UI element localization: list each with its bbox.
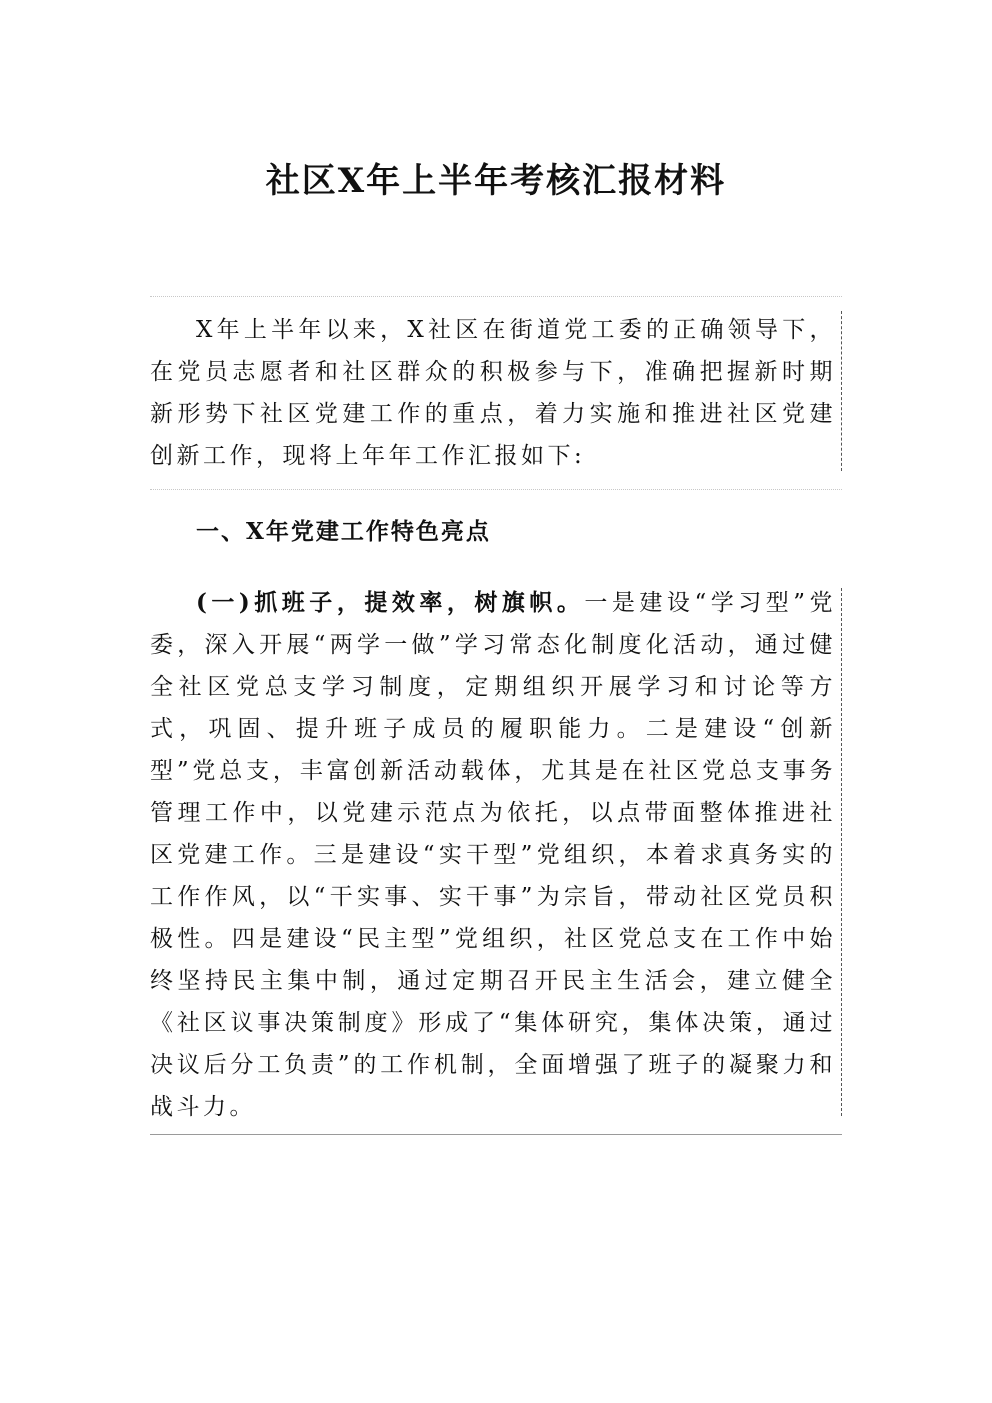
subsection-text: 一是建设“学习型”党委，深入开展“两学一做”学习常态化制度化活动，通过健全社区党总支学习制度，定期组织开展学习和讨论等方式，巩固、提升班子成员的履职能力。二是建设“创新型”党总支，丰富创新活动载体，尤其是在社区党总支事务管理工作中，以党建示范点为依托，以点带面整体推进社区党建工作。三是建设“实干型”党组织，本着求真务实的工作作风，以“干实事、实干事”为宗旨，带动社区党员积极性。四是建设“民主型”党组织，社区党总支在工作中始终坚持民主集中制，通过定期召开民主生活会，建立健全《社区议事决策制度》形成了“集体研究，集体决策，通过决议后分工负责”的工作机制，全面增强了班子的凝聚力和战斗力。 (150, 590, 836, 1120)
section-heading: 一、X年党建工作特色亮点 (196, 518, 491, 545)
subsection-lead: (一)抓班子，提效率，树旗帜。 (196, 589, 585, 616)
bottom-divider (150, 1134, 842, 1135)
intro-text: X年上半年以来，X社区在街道党工委的正确领导下，在党员志愿者和社区群众的积极参与下，准确把握新时期新形势下社区党建工作的重点，着力实施和推进社区党建创新工作，现将上年年工作汇报如下: (150, 317, 836, 469)
right-margin-marker (841, 588, 842, 1116)
document-title: 社区X年上半年考核汇报材料 (265, 161, 727, 201)
document-body (150, 296, 842, 1135)
right-margin-marker (841, 311, 842, 471)
intro-paragraph (150, 297, 842, 489)
subsection-paragraph (150, 574, 842, 1134)
